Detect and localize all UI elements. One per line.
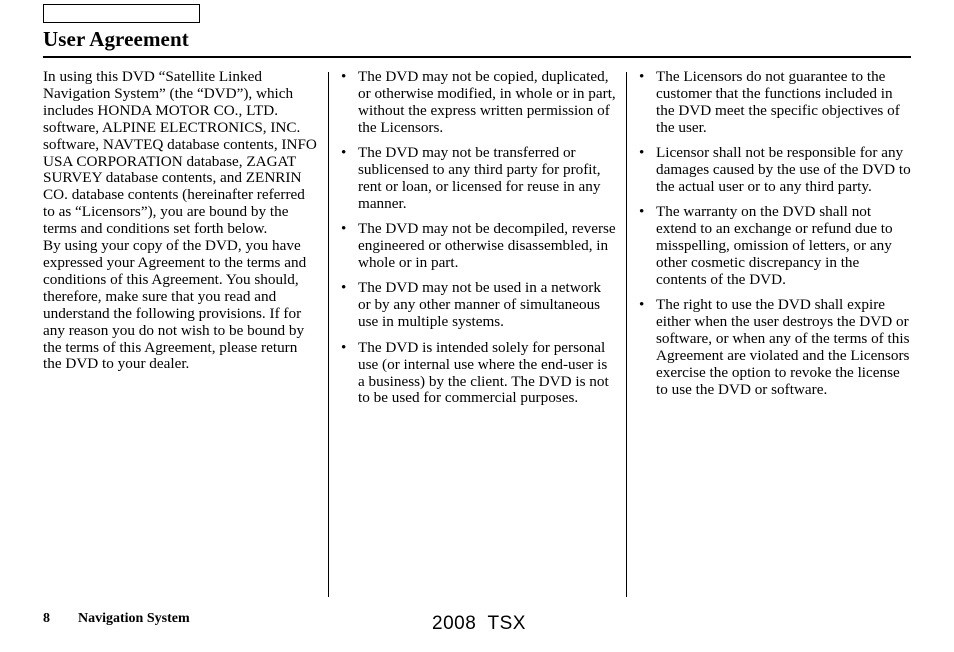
bullet-icon: •	[341, 220, 347, 238]
bullet-icon: •	[639, 144, 645, 162]
list-item	[340, 340, 617, 408]
bullet-icon: •	[639, 68, 645, 85]
bullet-icon: •	[341, 338, 347, 356]
list-item-text: The DVD is intended solely for personal use (or internal use where the end-user is a business) by the client. The DVD is not to be used for commercial purposes.	[358, 338, 609, 407]
list-item	[340, 69, 617, 137]
list-item	[340, 221, 617, 272]
bullet-icon: •	[341, 68, 347, 85]
bullet-icon: •	[639, 203, 645, 221]
header-tab-box	[43, 4, 200, 23]
page-title: User Agreement	[43, 27, 189, 51]
list-item	[638, 145, 912, 196]
list-item	[638, 297, 912, 398]
section-name: Navigation System	[78, 611, 190, 626]
list-item-text: The warranty on the DVD shall not extend to an exchange or refund due to misspelling, omission of letters, or any other cosmetic discrepancy in the contents of the DVD.	[656, 203, 893, 288]
warranty-list	[638, 69, 912, 399]
list-item-text: The DVD may not be decompiled, reverse engineered or otherwise disassembled, in whole or in part.	[358, 220, 616, 272]
restrictions-list	[340, 69, 617, 407]
bullet-icon: •	[341, 279, 347, 297]
model-label: 2008 TSX	[432, 613, 526, 634]
list-item-text: Licensor shall not be responsible for any damages caused by the use of the DVD to the actual user or to any third party.	[656, 144, 911, 195]
column-warranty	[638, 69, 912, 407]
list-item	[340, 280, 617, 331]
bullet-icon: •	[341, 144, 347, 162]
list-item	[638, 204, 912, 289]
agreement-paragraph: By using your copy of the DVD, you have expressed your Agreement to the terms and conditions of this Agreement. You should, therefore, make sure that you read and understand the following provisions. If for any reason you do not wish to be bound by the terms of this Agreement, please return the DVD to your dealer.	[43, 237, 307, 373]
list-item-text: The DVD may not be transferred or sublicensed to any third party for profit, rent or loan, or licensed for reuse in any manner.	[358, 144, 601, 212]
list-item-text: The DVD may not be copied, duplicated, or otherwise modified, in whole or in part, without the express written permission of the Licensors.	[358, 68, 616, 136]
intro-paragraph: In using this DVD “Satellite Linked Navigation System” (the “DVD”), which includes HONDA MOTOR CO., LTD. software, ALPINE ELECTRONICS, INC. software, NAVTEQ database contents, INFO USA CORPORATION database, ZAGAT SURVEY database contents, and ZENRIN CO. database contents (hereinafter referred to as “Licensors”), you are bound by the terms and conditions set forth below.	[43, 68, 317, 238]
column-intro	[43, 69, 319, 373]
bullet-icon: •	[639, 296, 645, 314]
list-item	[340, 145, 617, 213]
title-rule	[43, 56, 911, 58]
column-restrictions	[340, 69, 617, 416]
column-divider	[328, 72, 329, 597]
column-divider	[626, 72, 627, 597]
list-item	[638, 69, 912, 137]
list-item-text: The right to use the DVD shall expire either when the user destroys the DVD or software, or when any of the terms of this Agreement are violated and the Licensors exercise the option to revoke the license to use the DVD or software.	[656, 296, 910, 398]
list-item-text: The Licensors do not guarantee to the customer that the functions included in the DVD meet the specific objectives of the user.	[656, 68, 900, 136]
list-item-text: The DVD may not be used in a network or by any other manner of simultaneous use in multiple systems.	[358, 279, 601, 331]
page-number: 8	[43, 611, 50, 626]
